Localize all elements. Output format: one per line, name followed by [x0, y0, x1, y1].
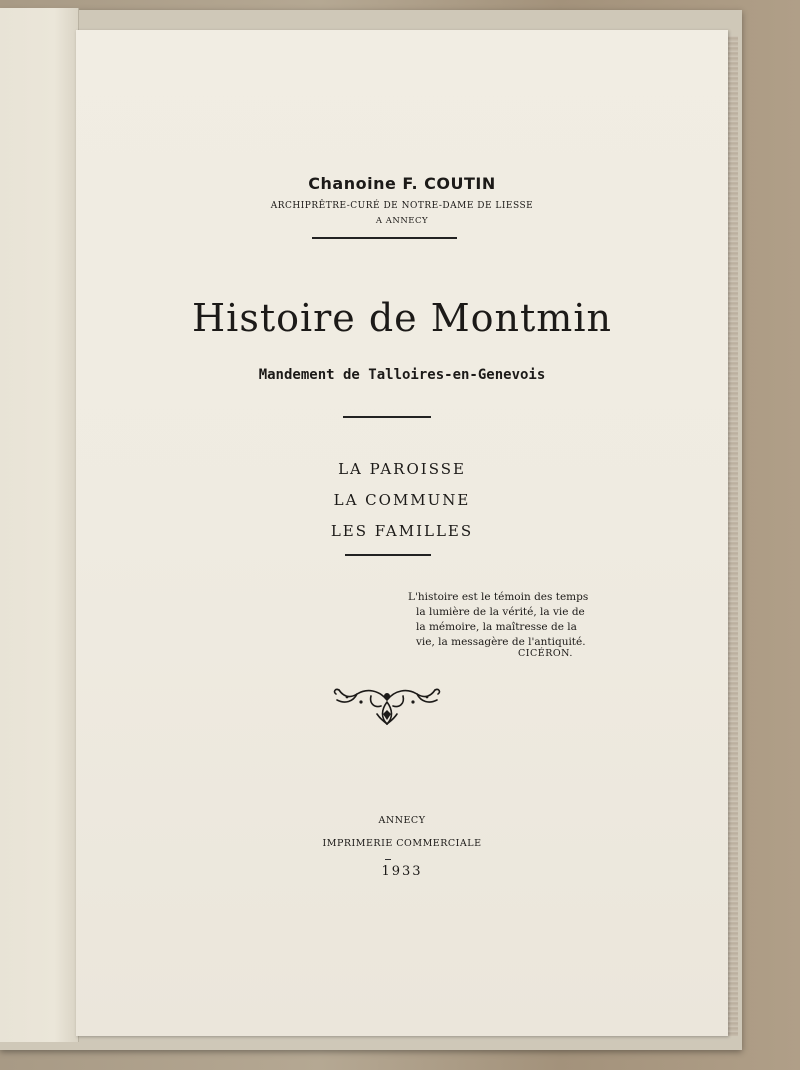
- section-heading: LA COMMUNE: [333, 491, 471, 509]
- imprint-printer: IMPRIMERIE COMMERCIALE: [322, 838, 482, 849]
- book-title: Histoire de Montmin: [192, 296, 612, 340]
- imprint-year: 1933: [381, 864, 423, 879]
- epigraph-line: la lumière de la vérité, la vie de: [416, 606, 585, 618]
- section-heading: LA PAROISSE: [338, 460, 466, 478]
- divider-rule: [343, 416, 431, 418]
- epigraph-attribution: CICÉRON.: [518, 648, 573, 659]
- author-name: Chanoine F. COUTIN: [308, 174, 496, 193]
- fleuron-ornament-icon: [331, 680, 443, 732]
- epigraph-line: L'histoire est le témoin des temps: [408, 591, 589, 603]
- divider-rule: [345, 554, 431, 556]
- epigraph-line: vie, la messagère de l'antiquité.: [416, 636, 586, 648]
- title-page: [76, 30, 728, 1036]
- epigraph-line: la mémoire, la maîtresse de la: [416, 621, 577, 633]
- divider-rule: [312, 237, 457, 239]
- author-place: A ANNECY: [375, 216, 429, 226]
- imprint-city: ANNECY: [378, 815, 426, 826]
- author-title: ARCHIPRÊTRE-CURÉ DE NOTRE-DAME DE LIESSE: [270, 201, 534, 211]
- imprint-dash: [385, 859, 391, 860]
- section-heading: LES FAMILLES: [330, 522, 474, 540]
- page-edges: [728, 36, 738, 1036]
- epigraph: [408, 590, 616, 650]
- left-page: [0, 8, 79, 1042]
- book-subtitle: Mandement de Talloires-en-Genevois: [258, 367, 546, 383]
